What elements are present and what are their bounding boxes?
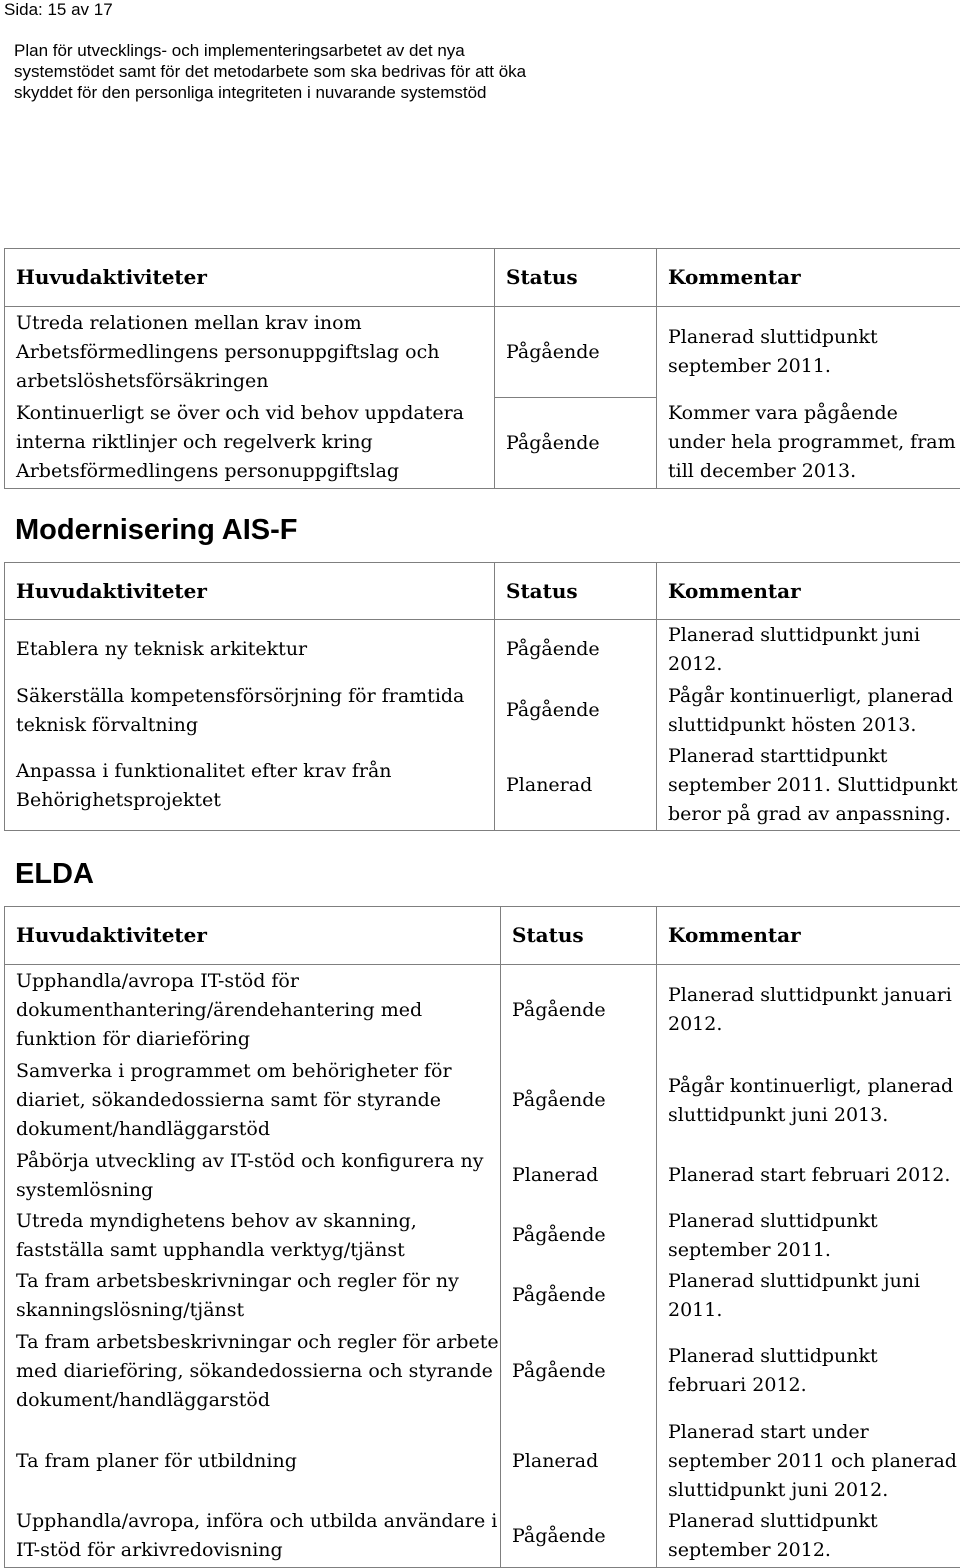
status-cell: Pågående: [501, 1266, 657, 1326]
table-row: [5, 1206, 960, 1266]
comment-cell: Kommer vara pågående under hela programmet, fram till december 2013.: [657, 398, 960, 489]
comment-cell: Planerad sluttidpunkt september 2011.: [657, 307, 960, 398]
comment-cell: Planerad sluttidpunkt september 2012.: [657, 1506, 960, 1568]
comment-cell: Pågår kontinuerligt, planerad sluttidpunkt hösten 2013.: [657, 680, 960, 742]
comment-cell: Planerad sluttidpunkt juni 2011.: [657, 1266, 960, 1326]
status-cell: Pågående: [501, 965, 657, 1056]
column-header-comment: Kommentar: [657, 907, 960, 965]
section-heading-modernisering: Modernisering AIS-F: [15, 514, 298, 546]
document-title-line: systemstödet samt för det metodarbete som ska bedrivas för att öka: [14, 62, 527, 81]
activity-cell: Etablera ny teknisk arkitektur: [5, 620, 495, 680]
table-row: [5, 965, 960, 1056]
activity-cell: Anpassa i funktionalitet efter krav från Behörighetsprojektet: [5, 742, 495, 831]
status-cell: Pågående: [495, 620, 657, 680]
status-cell: Planerad: [501, 1417, 657, 1506]
document-title-line: Plan för utvecklings- och implementeringsarbetet av det nya: [14, 41, 465, 60]
status-cell: Pågående: [495, 680, 657, 742]
activity-cell: Upphandla/avropa IT-stöd för dokumenthantering/ärendehantering med funktion för diarieföring: [5, 965, 501, 1056]
comment-cell: Pågår kontinuerligt, planerad sluttidpunkt juni 2013.: [657, 1056, 960, 1146]
table-row: [5, 1266, 960, 1326]
activity-cell: Ta fram planer för utbildning: [5, 1417, 501, 1506]
comment-cell: Planerad start under september 2011 och planerad sluttidpunkt juni 2012.: [657, 1417, 960, 1506]
comment-cell: Planerad sluttidpunkt februari 2012.: [657, 1326, 960, 1417]
status-cell: Pågående: [495, 307, 657, 398]
activity-cell: Kontinuerligt se över och vid behov uppdatera interna riktlinjer och regelverk kring Arbetsförmedlingens personuppgiftslag: [5, 398, 495, 489]
document-title: [14, 40, 574, 103]
status-cell: Planerad: [501, 1146, 657, 1206]
table-row: [5, 742, 960, 831]
table-header-row: [5, 249, 960, 307]
activity-cell: Utreda relationen mellan krav inom Arbetsförmedlingens personuppgiftslag och arbetslöshetsförsäkringen: [5, 307, 495, 398]
table-row: [5, 680, 960, 742]
status-cell: Pågående: [501, 1506, 657, 1568]
activities-table-3: [4, 906, 960, 1568]
table-row: [5, 620, 960, 680]
table-row: [5, 1056, 960, 1146]
document-title-line: skyddet för den personliga integriteten i nuvarande systemstöd: [14, 83, 487, 102]
activity-cell: Ta fram arbetsbeskrivningar och regler för arbete med diarieföring, sökandedossierna och styrande dokument/handläggarstöd: [5, 1326, 501, 1417]
table-header-row: [5, 907, 960, 965]
activity-cell: Utreda myndighetens behov av skanning, fastställa samt upphandla verktyg/tjänst: [5, 1206, 501, 1266]
status-cell: Pågående: [501, 1056, 657, 1146]
page-number: Sida: 15 av 17: [4, 0, 113, 19]
column-header-activities: Huvudaktiviteter: [5, 907, 501, 965]
column-header-status: Status: [501, 907, 657, 965]
table-row: [5, 1146, 960, 1206]
table-header-row: [5, 563, 960, 620]
column-header-status: Status: [495, 249, 657, 307]
column-header-activities: Huvudaktiviteter: [5, 249, 495, 307]
status-cell: Planerad: [495, 742, 657, 831]
column-header-status: Status: [495, 563, 657, 620]
column-header-comment: Kommentar: [657, 249, 960, 307]
table-row: [5, 1326, 960, 1417]
table-row: [5, 1506, 960, 1568]
status-cell: Pågående: [495, 398, 657, 489]
table-row: [5, 307, 960, 398]
comment-cell: Planerad starttidpunkt september 2011. Sluttidpunkt beror på grad av anpassning.: [657, 742, 960, 831]
comment-cell: Planerad sluttidpunkt januari 2012.: [657, 965, 960, 1056]
status-cell: Pågående: [501, 1326, 657, 1417]
section-heading-elda: ELDA: [15, 858, 94, 890]
comment-cell: Planerad sluttidpunkt juni 2012.: [657, 620, 960, 680]
comment-cell: Planerad sluttidpunkt september 2011.: [657, 1206, 960, 1266]
table-row: [5, 1417, 960, 1506]
activity-cell: Upphandla/avropa, införa och utbilda användare i IT-stöd för arkivredovisning: [5, 1506, 501, 1568]
column-header-comment: Kommentar: [657, 563, 960, 620]
activities-table-2: [4, 562, 960, 831]
comment-cell: Planerad start februari 2012.: [657, 1146, 960, 1206]
column-header-activities: Huvudaktiviteter: [5, 563, 495, 620]
activity-cell: Säkerställa kompetensförsörjning för framtida teknisk förvaltning: [5, 680, 495, 742]
activities-table-1: [4, 248, 960, 489]
activity-cell: Ta fram arbetsbeskrivningar och regler för ny skanningslösning/tjänst: [5, 1266, 501, 1326]
status-cell: Pågående: [501, 1206, 657, 1266]
table-row: [5, 398, 960, 489]
activity-cell: Samverka i programmet om behörigheter för diariet, sökandedossierna samt för styrande dokument/handläggarstöd: [5, 1056, 501, 1146]
activity-cell: Påbörja utveckling av IT-stöd och konfigurera ny systemlösning: [5, 1146, 501, 1206]
